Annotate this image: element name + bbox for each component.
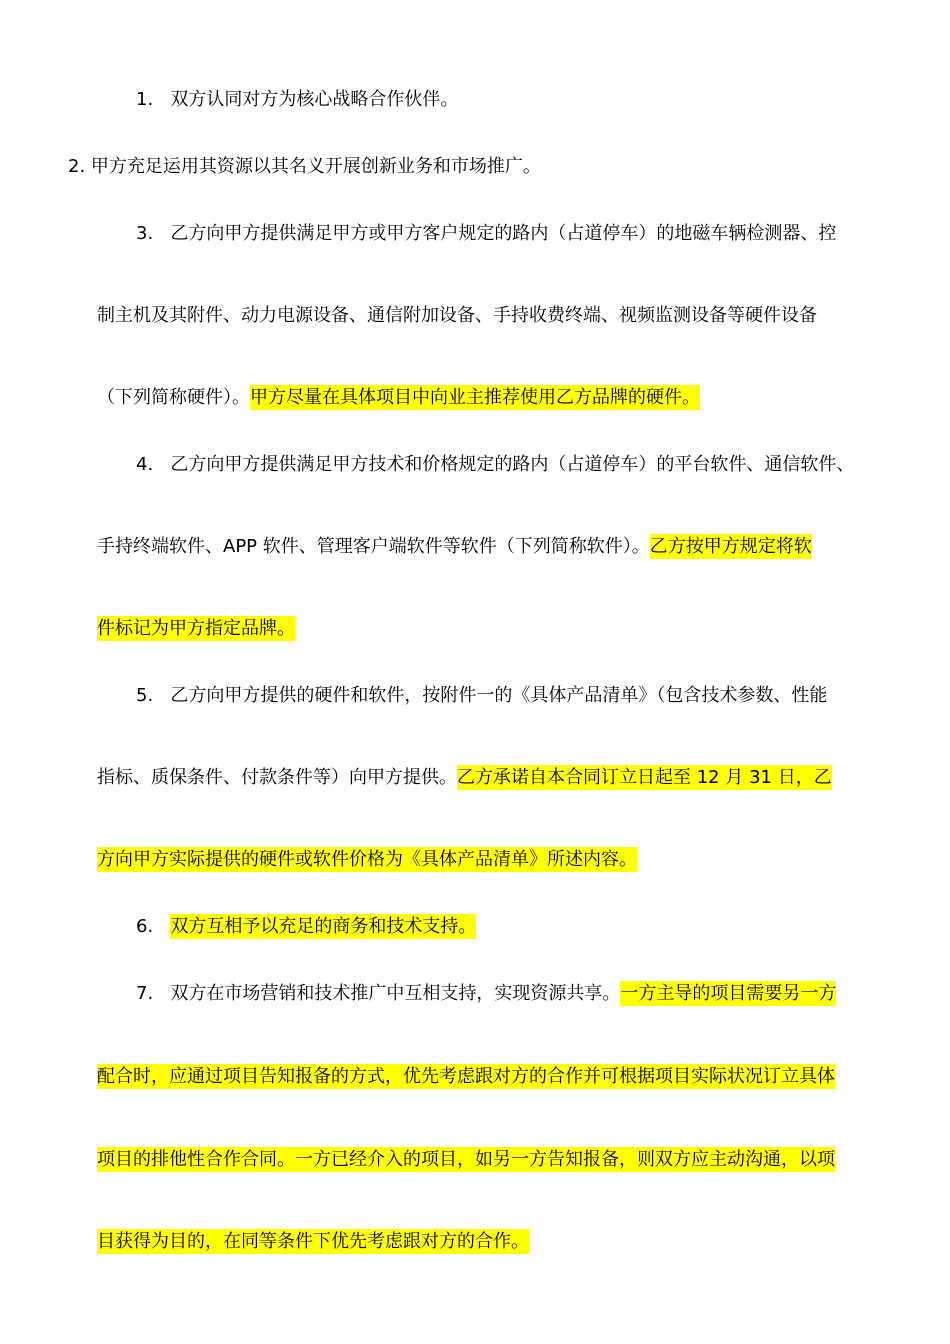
clause-text: 乙方向甲方提供满足甲方技术和价格规定的路内（占道停车）的平台软件、通信软件、 [170, 454, 855, 475]
highlighted-text: 配合时，应通过项目告知报备的方式，优先考虑跟对方的合作并可根据项目实际状况订立具体 [97, 1066, 835, 1087]
highlighted-text: 件标记为甲方指定品牌。 [97, 618, 295, 639]
clause-number: 3. [136, 223, 154, 244]
clause-7-line-1 [136, 982, 836, 1006]
clause-5-line-3 [97, 848, 637, 872]
highlighted-text: 甲方尽量在具体项目中向业主推荐使用乙方品牌的硬件。 [250, 387, 700, 408]
clause-text: 指标、质保条件、付款条件等）向甲方提供。 [97, 767, 457, 788]
clause-5-line-2 [97, 766, 832, 790]
clause-text: 乙方向甲方提供的硬件和软件，按附件一的《具体产品清单》（包含技术参数、性能 [170, 685, 828, 706]
clause-text: 双方在市场营销和技术推广中互相支持，实现资源共享。 [170, 983, 621, 1004]
clause-number: 5. [136, 685, 154, 706]
clause-text: 甲方充足运用其资源以其名义开展创新业务和市场推广。 [90, 156, 541, 177]
highlighted-text: 目获得为目的，在同等条件下优先考虑跟对方的合作。 [97, 1231, 529, 1252]
clause-2 [68, 155, 541, 179]
highlighted-text: 方向甲方实际提供的硬件或软件价格为《具体产品清单》所述内容。 [97, 849, 637, 870]
clause-number: 7. [136, 983, 154, 1004]
highlighted-text: 双方互相予以充足的商务和技术支持。 [170, 916, 477, 937]
clause-4-line-2 [97, 535, 812, 559]
clause-7-line-2 [97, 1065, 835, 1089]
clause-text: （下列简称硬件）。 [97, 387, 250, 408]
clause-7-line-3 [97, 1148, 835, 1172]
highlighted-text: 一方主导的项目需要另一方 [620, 983, 837, 1004]
clause-1 [136, 88, 458, 112]
clause-3-line-3 [97, 386, 700, 410]
clause-3-line-1 [136, 222, 836, 246]
clause-number: 4. [136, 454, 154, 475]
clause-number: 6. [136, 916, 154, 937]
highlighted-text: 乙方承诺自本合同订立日起至 12 月 31 日，乙 [457, 767, 832, 788]
clause-text: 手持终端软件、APP 软件、管理客户端软件等软件（下列简称软件）。 [97, 536, 650, 557]
highlighted-text: 乙方按甲方规定将软 [649, 536, 812, 557]
clause-text: 乙方向甲方提供满足甲方或甲方客户规定的路内（占道停车）的地磁车辆检测器、控 [170, 223, 837, 244]
clause-4-line-1 [136, 453, 854, 477]
clause-number: 2. [68, 156, 86, 177]
clause-5-line-1 [136, 684, 827, 708]
clause-number: 1. [136, 89, 154, 110]
clause-7-line-4 [97, 1230, 529, 1254]
clause-text: 双方认同对方为核心战略合作伙伴。 [170, 89, 459, 110]
clause-text: 制主机及其附件、动力电源设备、通信附加设备、手持收费终端、视频监测设备等硬件设备 [97, 305, 817, 326]
clause-4-line-3 [97, 617, 295, 641]
clause-6 [136, 915, 476, 939]
clause-3-line-2 [97, 304, 817, 328]
highlighted-text: 项目的排他性合作合同。一方已经介入的项目，如另一方告知报备，则双方应主动沟通，以项 [97, 1149, 835, 1170]
